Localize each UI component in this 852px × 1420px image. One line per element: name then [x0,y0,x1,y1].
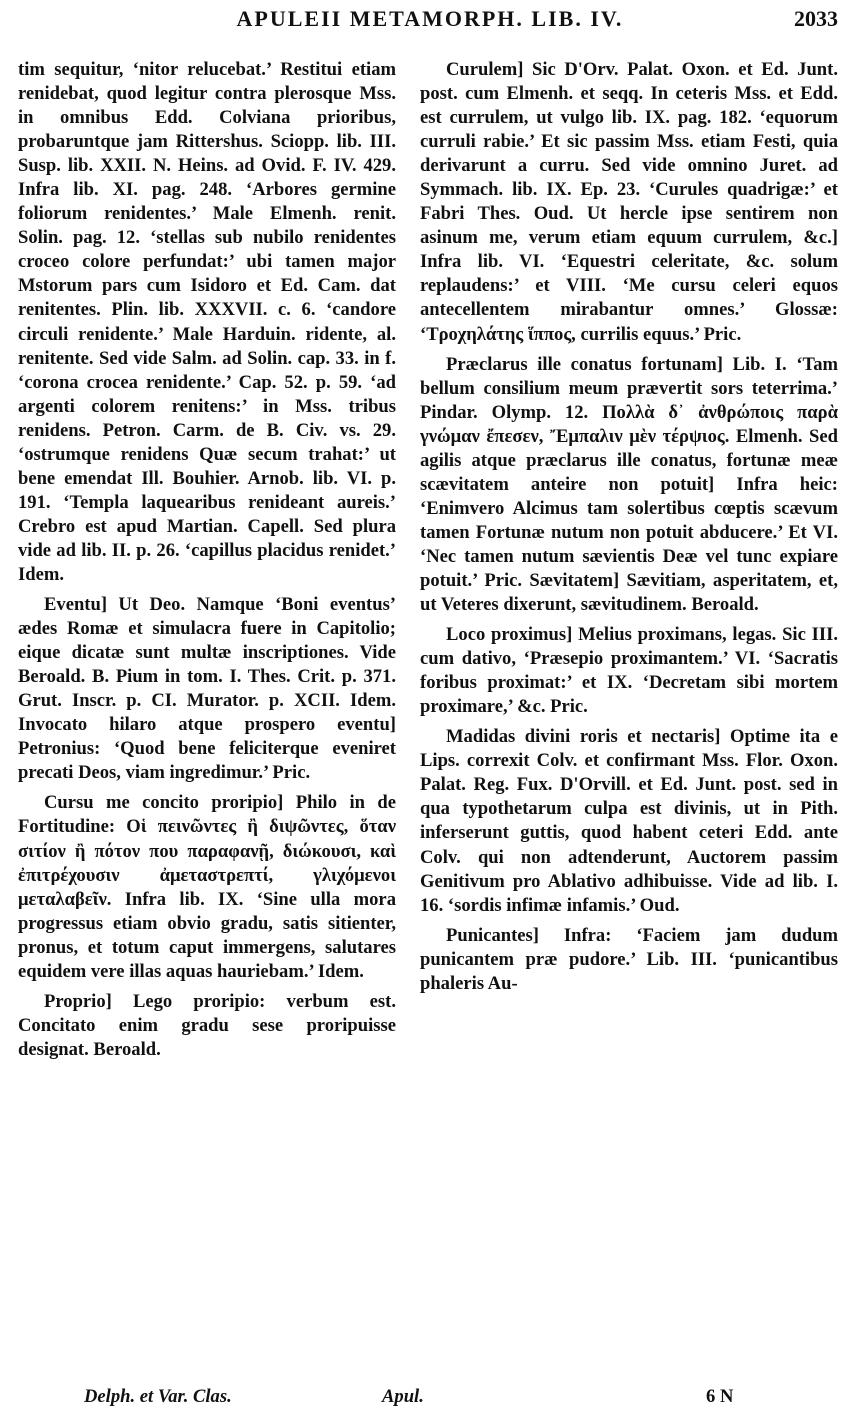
commentary-paragraph: Eventu] Ut Deo. Namque ‘Boni eventus’ ædes Romæ et simulacra fuere in Capitolio; eique dicatæ sunt multæ inscriptiones. Vide Beroald. B. Pium in tom. I. Thes. Crit. p. 371. Grut. Inscr. p. CI. Murator. p. XCII. Idem. Invocato hilaro atque prospero eventu] Petronius: ‘Quod bene feliciterque eveniret precati Deos, viam ingredimur.’ Pric. [18,594,396,784]
commentary-paragraph: Curulem] Sic D'Orv. Palat. Oxon. et Ed. Junt. post. cum Elmenh. et seqq. In ceteris Mss. et Edd. est currulem, ut vulgo lib. IX. pag. 182. ‘equorum curruli rabie.’ Et sic passim Mss. etiam Festi, quia derivarunt a curru. Sed vide omnino Juret. ad Symmach. lib. IX. Ep. 23. ‘Curules quadrigæ:’ et Fabri Thes. Oud. Ut hercle ipse sentirem non asinum me, verum etiam equum currulem, &c.] Infra lib. VI. ‘Equestri celeritate, &c. solum replaudens:’ et VIII. ‘Me cursu celeri equos antecellentem mirabantur omnes.’ Glossæ: ‘Τροχηλάτης ἵππος, currilis equus.’ Pric. [420,59,838,345]
commentary-paragraph: Madidas divini roris et nectaris] Optime ita e Lips. correxit Colv. et confirmant Mss. Flor. Oxon. Palat. Reg. Fux. D'Orvill. et Ed. Junt. post. sed in qua typothetarum culpa est divinis, ut in Pith. inferserunt guttis, quod habent ceteri Edd. ante Colv. qui non adtenderunt, Auctorem passim Genitivum pro Ablativo adhibuisse. Vide ad lib. I. 16. ‘sordis infimæ infamis.’ Oud. [420,726,838,916]
commentary-paragraph: tim sequitur, ‘nitor relucebat.’ Restitui etiam renidebat, quod legitur contra plerosque Mss. in omnibus Edd. Colviana prioribus, probaruntque jam Rittershus. Sciopp. lib. III. Susp. lib. XXII. N. Heins. ad Ovid. F. IV. 429. Infra lib. XI. pag. 248. ‘Arbores germine foliorum renidentes.’ Male Elmenh. renit. Solin. pag. 12. ‘stellas sub nubilo renidentes croceo colore perfundat:’ ubi tamen major Mstorum pars cum Isidoro et Ed. Cam. dat renitentes. Plin. lib. XXXVII. c. 6. ‘candore circuli renidente.’ Male Harduin. ridente, al. renitente. Sed vide Salm. ad Solin. cap. 33. in f. ‘corona crocea renidente.’ Cap. 52. p. 59. ‘ad argenti colorem renitens:’ in Mss. tribus renidens. Petron. Carm. de B. Civ. vs. 29. ‘ostrumque renidens Quæ secum trahat:’ ut bene emendat Ill. Bouhier. Arnob. lib. VI. p. 191. ‘Templa laquearibus renideant aureis.’ Crebro est apud Martian. Capell. Sed plura vide ad lib. II. p. 26. ‘capillus placidus renidet.’ Idem. [18,59,396,585]
commentary-paragraph: Punicantes] Infra: ‘Faciem jam dudum punicantem præ pudore.’ Lib. III. ‘punicantibus phaleris Au- [420,924,838,994]
commentary-paragraph: Cursu me concito proripio] Philo in de Fortitudine: Οἱ πεινῶντες ἢ διψῶντες, ὅταν σιτίον ἢ πότον που παραφανῇ, διώκουσι, καὶ ἐπιτρέχουσιν ἀμεταστρεπτί, γλιχόμενοι μεταλαβεῖν. Infra lib. IX. ‘Sine ulla mora progressus etiam obvio gradu, satis sitienter, pronus, et totum caput immergens, salutares equidem vere illas aquas hauriebam.’ Idem. [18,792,396,982]
sheet-mark: 6 N [706,1386,734,1407]
running-header [0,6,852,42]
right-column [420,58,838,1378]
page-number: 2033 [794,6,838,31]
commentary-paragraph: Præclarus ille conatus fortunam] Lib. I. ‘Tam bellum consilium meum prævertit sors teterrima.’ Pindar. Olymp. 12. Πολλὰ δ᾽ ἀνθρώποις παρὰ γνώμαν ἔπεσεν, Ἔμπαλιν μὲν τέρψιος. Elmenh. Sed agilis atque præclarus ille conatus, fortunæ meæ scævitatem anteire non potuit] Infra heic: ‘Enimvero Alcimus tam solertibus cœptis scævum tamen Fortunæ nutum non potuit abducere.’ Et VI. ‘Nec tamen nutum sævientis Deæ vel tunc expiare potuit.’ Pric. Sævitatem] Sævitiam, asperitatem, et, ut Veteres dixerunt, sævitudinem. Beroald. [420,353,838,616]
series-signature: Delph. et Var. Clas. [84,1386,232,1407]
left-column [18,58,396,1378]
author-mark: Apul. [382,1386,424,1407]
commentary-paragraph: Proprio] Lego proripio: verbum est. Concitato enim gradu sese proripuisse designat. Beroald. [18,990,396,1060]
running-title: APULEII METAMORPH. LIB. IV. [236,6,624,31]
page-footer [0,1386,852,1412]
commentary-paragraph: Loco proximus] Melius proximans, legas. Sic III. cum dativo, ‘Præsepio proximantem.’ VI. ‘Sacratis foribus proximat:’ et IX. ‘Decretam sibi mortem proximare,’ &c. Pric. [420,624,838,718]
